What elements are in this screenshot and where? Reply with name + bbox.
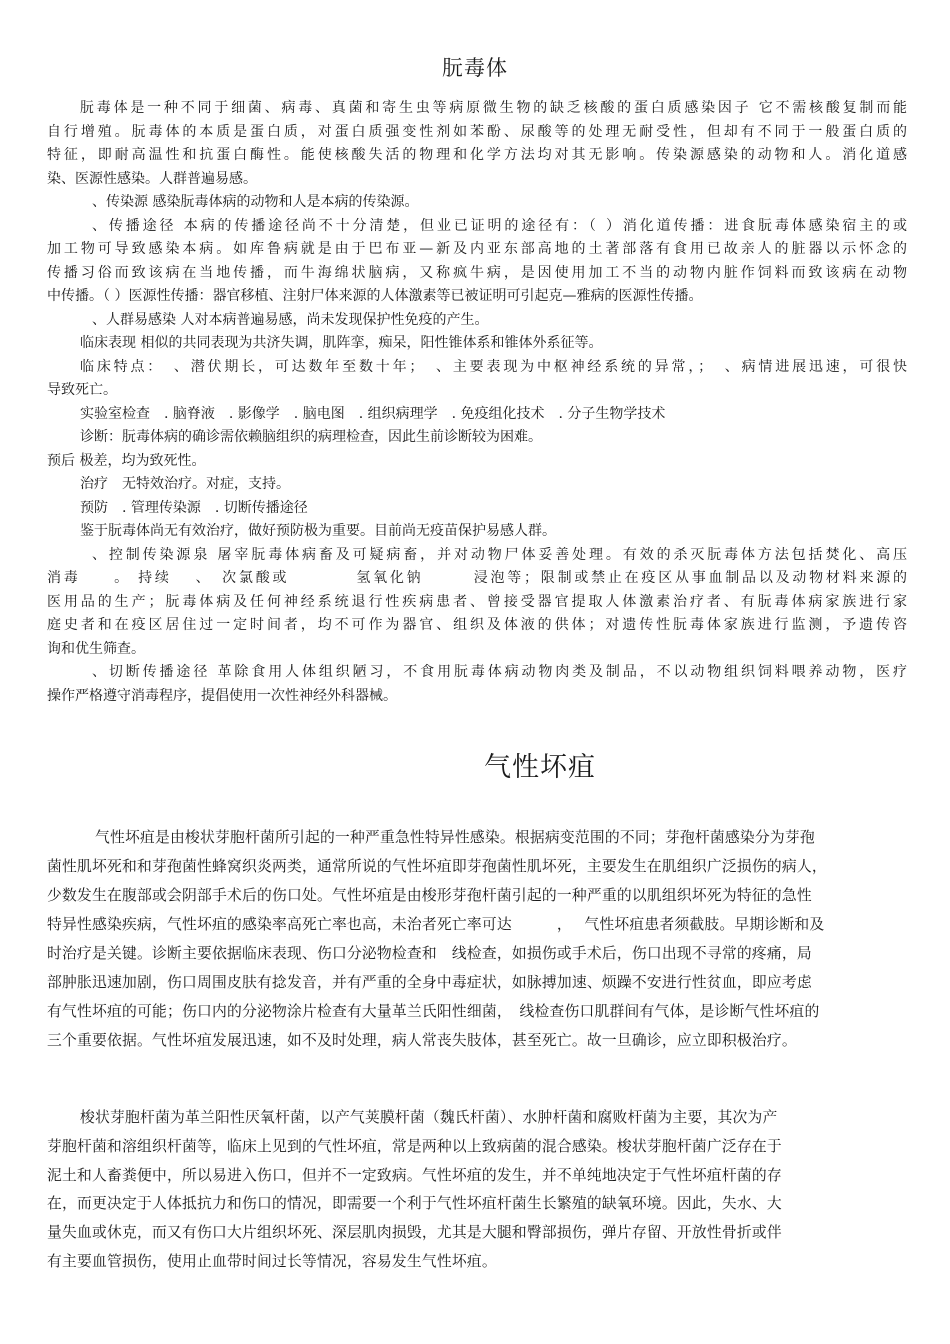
text-line: 医用品的生产；朊毒体病及任何神经系统退行性疾病患者、曾接受器官提取人体激素治疗者、有朊毒体病家族进行家 (47, 593, 907, 610)
text-line: 少数发生在腹部或会阴部手术后的伤口处。气性坏疽是由梭形芽孢杆菌引起的一种严重的以肌组织坏死为特征的急性 (47, 887, 812, 904)
text-line: 、传播途径 本病的传播途径尚不十分清楚，但业已证明的途径有：（ ）消化道传播：进食朊毒体感染宿主的或 (92, 217, 907, 234)
text-line: 庭史者和在疫区居住过一定时间者，均不可作为器官、组织及体液的供体；对遗传性朊毒体家族进行监测，予遗传咨 (47, 617, 907, 633)
text-line: 朊毒体是一种不同于细菌、病毒、真菌和寄生虫等病原微生物的缺乏核酸的蛋白质感染因子 它不需核酸复制而能 (80, 100, 907, 116)
text-line: 有主要血管损伤，使用止血带时间过长等情况，容易发生气性坏疽。 (47, 1252, 497, 1270)
text-line: 操作严格遵守消毒程序，提倡使用一次性神经外科器械。 (47, 687, 397, 704)
text-line: 在，而更决定于人体抵抗力和伤口的情况，即需要一个利于气性坏疽杆菌生长繁殖的缺氧环境。因此，失水、大 (47, 1195, 782, 1213)
text-line: 时治疗是关键。诊断主要依据临床表现、伤口分泌物检查和 线检查，如损伤或手术后，伤口出现不寻常的疼痛，局 (47, 945, 812, 962)
text-line: 菌性肌坏死和和芽孢菌性蜂窝织炎两类，通常所说的气性坏疽即芽孢菌性肌坏死，主要发生在肌组织广泛损伤的病人， (47, 858, 827, 875)
text-line: 导致死亡。 (47, 382, 117, 398)
text-line: 自行增殖。朊毒体的本质是蛋白质，对蛋白质强变性剂如苯酚、尿酸等的处理无耐受性，但却有不同于一般蛋白质的 (47, 123, 907, 140)
section-title-gas-gangrene: 气性坏疽 (484, 752, 596, 783)
text-line: 、控制传染源泉 屠宰朊毒体病畜及可疑病畜，并对动物尸体妥善处理。有效的杀灭朊毒体方法包括焚化、高压 (92, 546, 907, 563)
text-line: 临床表现 相似的共同表现为共济失调，肌阵挛，痴呆，阳性锥体系和锥体外系征等。 (80, 335, 603, 351)
text-line: 部肿胀迅速加剧，伤口周围皮肤有捻发音，并有严重的全身中毒症状，如脉搏加速、烦躁不安进行性贫血，即应考虑 (47, 974, 812, 991)
text-line: 染、医源性感染。人群普遍易感。 (47, 170, 257, 187)
text-line: 询和优生筛查。 (47, 640, 145, 657)
text-line: 三个重要依据。气性坏疽发展迅速，如不及时处理，病人常丧失肢体，甚至死亡。故一旦确诊，应立即积极治疗。 (47, 1032, 797, 1049)
text-line: 量失血或休克，而又有伤口大片组织坏死、深层肌肉损毁，尤其是大腿和臀部损伤，弹片存留、开放性骨折或伴 (47, 1224, 782, 1242)
text-line: 加工物可导致感染本病。如库鲁病就是由于巴布亚—新及内亚东部高地的土著部落有食用已故亲人的脏器以示怀念的 (47, 241, 907, 257)
section-title-prion: 朊毒体 (442, 56, 508, 80)
text-line: 临床特点： 、潜伏期长，可达数年至数十年； 、主要表现为中枢神经系统的异常，； 、病情进展迅速，可很快 (80, 358, 907, 375)
text-line: 实验室检查 . 脑脊液 . 影像学 . 脑电图 . 组织病理学 . 免疫组化技术 . 分子生物学技术 (80, 405, 666, 422)
text-line: 、人群易感染 人对本病普遍易感，尚未发现保护性免疫的产生。 (92, 311, 489, 328)
text-line: 预后 极差，均为致死性。 (47, 452, 206, 469)
text-line: 特异性感染疾病，气性坏疽的感染率高死亡率也高，未治者死亡率可达 ， 气性坏疽患者须截肢。早期诊断和及 (47, 916, 825, 933)
text-line: 治疗 无特效治疗。对症，支持。 (80, 476, 290, 492)
text-line: 特征，即耐高温性和抗蛋白酶性。能使核酸失活的物理和化学方法均对其无影响。传染源感染的动物和人。消化道感 (47, 147, 907, 163)
text-line: 中传播。（ ）医源性传播：器官移植、注射尸体来源的人体激素等已被证明可引起克—雅病的医源性传播。 (47, 288, 703, 304)
text-line: 有气性坏疽的可能；伤口内的分泌物涂片检查有大量革兰氏阳性细菌， 线检查伤口肌群间有气体，是诊断气性坏疽的 (47, 1003, 820, 1020)
text-line: 诊断：朊毒体病的确诊需依赖脑组织的病理检查，因此生前诊断较为困难。 (80, 429, 542, 445)
text-line: 芽胞杆菌和溶组织杆菌等，临床上见到的气性坏疽，常是两种以上致病菌的混合感染。梭状芽胞杆菌广泛存在于 (47, 1137, 782, 1155)
text-line: 、切断传播途径 革除食用人体组织陋习，不食用朊毒体病动物肉类及制品，不以动物组织饲料喂养动物，医疗 (92, 664, 907, 680)
section-body-prion (47, 97, 907, 708)
section-body-gas-gangrene-para1 (47, 823, 907, 1055)
text-line: 、传染源 感染朊毒体病的动物和人是本病的传染源。 (92, 194, 419, 210)
text-line: 鉴于朊毒体尚无有效治疗，做好预防极为重要。目前尚无疫苗保护易感人群。 (80, 523, 556, 539)
section-body-gas-gangrene-para2 (47, 1104, 907, 1277)
text-line: 气性坏疽是由梭状芽胞杆菌所引起的一种严重急性特异性感染。根据病变范围的不同；芽孢杆菌感染分为芽孢 (95, 829, 815, 846)
text-line: 传播习俗而致该病在当地传播，而牛海绵状脑病，又称疯牛病，是因使用加工不当的动物内脏作饲料而致该病在动物 (47, 264, 907, 281)
text-line: 梭状芽胞杆菌为革兰阳性厌氧杆菌，以产气荚膜杆菌（魏氏杆菌）、水肿杆菌和腐败杆菌为主要，其次为产 (80, 1109, 778, 1126)
text-line: 预防 . 管理传染源 . 切断传播途径 (80, 499, 308, 516)
text-line: 消毒 。 持续 、 次氯酸或 氢氧化钠 浸泡等；限制或禁止在疫区从事血制品以及动物材料来源的 (47, 570, 907, 586)
text-line: 泥土和人畜粪便中，所以易进入伤口，但并不一定致病。气性坏疽的发生，并不单纯地决定于气性坏疽杆菌的存 (47, 1166, 782, 1184)
